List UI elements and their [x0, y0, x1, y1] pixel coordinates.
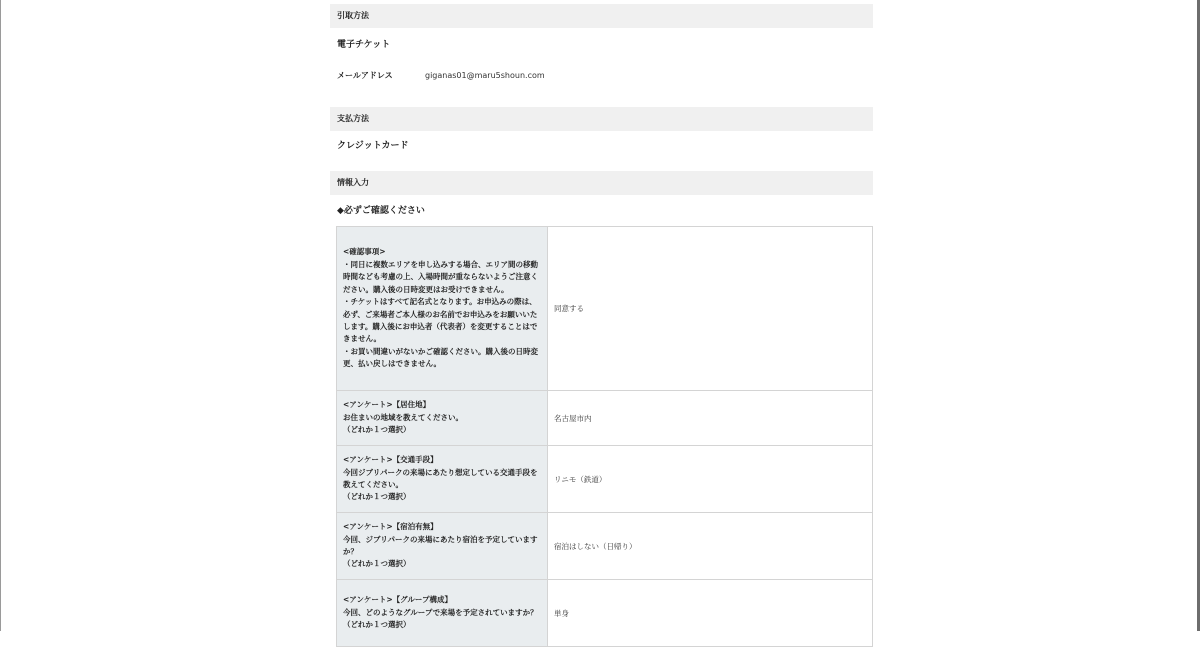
payment-section-header: 支払方法	[330, 107, 873, 131]
question-label: <アンケート>【宿泊有無】 今回、ジブリパークの来場にあたり宿泊を予定していますか？ （どれか１つ選択）	[337, 513, 548, 580]
answer-value: 宿泊はしない（日帰り）	[548, 513, 873, 580]
answer-value: 単身	[548, 580, 873, 647]
table-row	[337, 446, 873, 513]
notice-heading: ◆必ずご確認ください	[337, 206, 425, 216]
question-label: <アンケート>【居住地】 お住まいの地域を教えてください。 （どれか１つ選択）	[337, 391, 548, 446]
question-label: <アンケート>【交通手段】 今回ジブリパークの来場にあたり想定している交通手段を教えてください。 （どれか１つ選択）	[337, 446, 548, 513]
info-section-header: 情報入力	[330, 171, 873, 195]
email-row	[330, 70, 545, 81]
window-left-border	[0, 0, 1, 631]
answer-value: リニモ（鉄道）	[548, 446, 873, 513]
question-label: <確認事項> ・同日に複数エリアを申し込みする場合、エリア間の移動時間なども考慮の上、入場時間が重ならないようご注意ください。購入後の日時変更はお受けできません。 ・チケットはすべて記名式となります。お申込みの際は、必ず、ご来場者ご本人様のお名前でお申込みをお願いいたします。購入後にお申込者（代表者）を変更することはできません。 ・お買い間違いがないかご確認ください。購入後の日時変更、払い戻しはできません。	[337, 227, 548, 391]
info-table	[336, 226, 873, 647]
table-row	[337, 391, 873, 446]
answer-value: 名古屋市内	[548, 391, 873, 446]
table-row	[337, 580, 873, 647]
pickup-section-header: 引取方法	[330, 4, 873, 28]
email-value: giganas01@maru5shoun.com	[425, 71, 545, 80]
email-label: メールアドレス	[337, 71, 393, 80]
table-row	[337, 513, 873, 580]
question-label: <アンケート>【グループ構成】 今回、どのようなグループで来場を予定されていますか？ （どれか１つ選択）	[337, 580, 548, 647]
payment-method: クレジットカード	[337, 141, 409, 151]
table-row	[337, 227, 873, 391]
answer-value: 同意する	[548, 227, 873, 391]
pickup-method: 電子チケット	[337, 40, 391, 50]
